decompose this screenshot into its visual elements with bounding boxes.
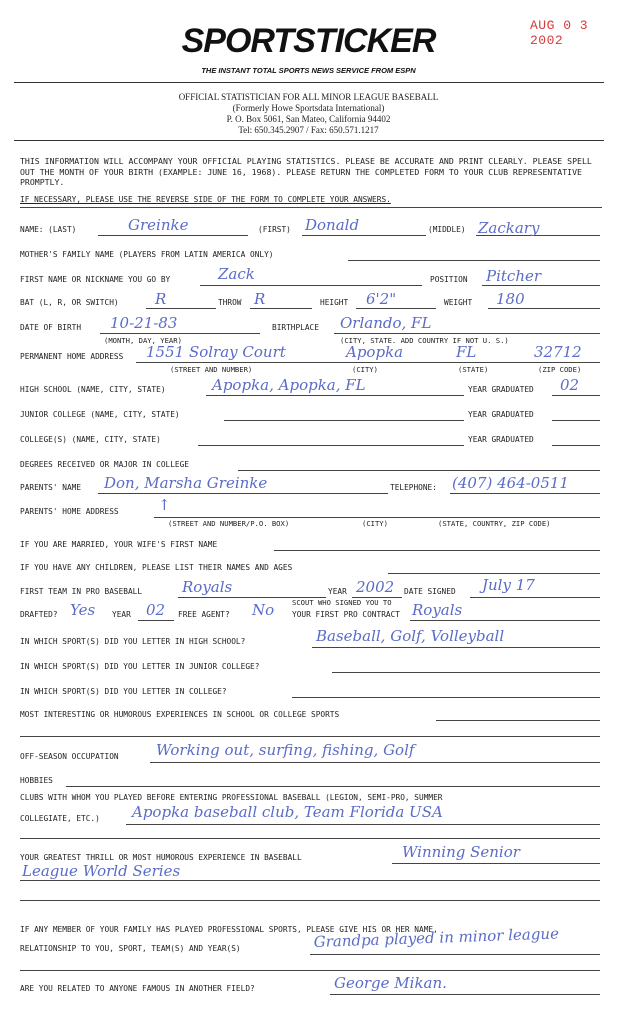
date-received-stamp: AUG 0 3 2002 (530, 18, 589, 48)
rule (198, 445, 464, 446)
header-line-3: P. O. Box 5061, San Mateo, California 94402 (226, 114, 391, 124)
family-value[interactable]: Grandpa played in minor league (313, 924, 560, 951)
famous-label: ARE YOU RELATED TO ANYONE FAMOUS IN ANOTHER FIELD? (20, 984, 255, 993)
letter-hs-label: IN WHICH SPORT(S) DID YOU LETTER IN HIGH SCHOOL? (20, 637, 246, 646)
zip-sublabel: (ZIP CODE) (538, 365, 582, 374)
rule (200, 285, 422, 286)
state-country-zip-sublabel: (STATE, COUNTRY, ZIP CODE) (438, 519, 551, 528)
year-value[interactable]: 2002 (356, 578, 395, 596)
weight-label: WEIGHT (444, 298, 473, 307)
first-team-label: FIRST TEAM IN PRO BASEBALL (20, 587, 143, 596)
mothers-name-label: MOTHER'S FAMILY NAME (PLAYERS FROM LATIN AMERICA ONLY) (20, 250, 274, 259)
clubs-label-line2: COLLEGIATE, ETC.) (20, 814, 100, 823)
rule (388, 573, 600, 574)
parents-address-same-mark: ↑ (158, 496, 171, 514)
rule (20, 900, 600, 901)
rule (206, 395, 464, 396)
header-divider (14, 82, 604, 83)
famous-value[interactable]: George Mikan. (334, 974, 447, 992)
bat-value[interactable]: R (155, 290, 167, 308)
interesting-label: MOST INTERESTING OR HUMOROUS EXPERIENCES IN SCHOOL OR COLLEGE SPORTS (20, 710, 340, 719)
junior-college-label: JUNIOR COLLEGE (NAME, CITY, STATE) (20, 410, 180, 419)
scout-value[interactable]: Royals (412, 601, 463, 619)
letter-college-label: IN WHICH SPORT(S) DID YOU LETTER IN COLLEGE? (20, 687, 227, 696)
rule (356, 308, 436, 309)
rule (436, 720, 600, 721)
rule (310, 954, 600, 955)
letter-jc-label: IN WHICH SPORT(S) DID YOU LETTER IN JUNIOR COLLEGE? (20, 662, 260, 671)
rule (136, 362, 600, 363)
street-po-sublabel: (STREET AND NUMBER/P.O. BOX) (168, 519, 290, 528)
position-label: POSITION (430, 275, 468, 284)
rule (20, 838, 600, 839)
rule (392, 863, 600, 864)
dob-label: DATE OF BIRTH (20, 323, 82, 332)
birthplace-sublabel: (CITY, STATE. ADD COUNTRY IF NOT U. S.) (340, 336, 509, 345)
rule (292, 697, 600, 698)
rule (98, 493, 388, 494)
clubs-value[interactable]: Apopka baseball club, Team Florida USA (132, 803, 443, 821)
first-team-value[interactable]: Royals (182, 578, 233, 596)
rule (552, 445, 600, 446)
state-sublabel: (STATE) (458, 365, 489, 374)
parents-name-value[interactable]: Don, Marsha Greinke (104, 474, 268, 492)
rule (126, 824, 600, 825)
rule (20, 880, 600, 881)
drafted-value[interactable]: Yes (70, 601, 96, 619)
drafted-label: DRAFTED? (20, 610, 58, 619)
date-signed-value[interactable]: July 17 (482, 576, 535, 594)
nickname-value[interactable]: Zack (218, 265, 255, 283)
intro-instructions: THIS INFORMATION WILL ACCOMPANY YOUR OFFICIAL PLAYING STATISTICS. PLEASE BE ACCURATE AND PRINT CLEARLY. PLEASE SPELL OUT THE MONTH OF YOUR BIRTH (EXAMPLE: JUNE 16, 1968). PLEASE RETURN THE COMPLETED FORM TO YOUR CLUB REPRESENTATIVE PROMPTLY. (20, 156, 592, 187)
rule (330, 994, 600, 995)
rule (138, 620, 174, 621)
first-name-label: (FIRST) (258, 225, 291, 234)
street-value[interactable]: 1551 Solray Court (146, 343, 286, 361)
telephone-value[interactable]: (407) 464-0511 (452, 474, 569, 492)
rule (238, 470, 600, 471)
rule (146, 308, 216, 309)
thrill-value-line2[interactable]: League World Series (22, 862, 181, 880)
letter-hs-value[interactable]: Baseball, Golf, Volleyball (316, 627, 505, 645)
dob-value[interactable]: 10-21-83 (110, 314, 178, 332)
rule (250, 308, 312, 309)
last-name-value[interactable]: Greinke (128, 216, 189, 234)
dob-sublabel: (MONTH, DAY, YEAR) (104, 336, 182, 345)
rule (312, 647, 600, 648)
middle-name-label: (MIDDLE) (428, 225, 466, 234)
header-line-1: OFFICIAL STATISTICIAN FOR ALL MINOR LEAGUE BASEBALL (178, 92, 439, 102)
college-year-graduated-label: YEAR GRADUATED (468, 435, 534, 444)
height-value[interactable]: 6'2" (366, 290, 397, 308)
throw-label: THROW (218, 298, 242, 307)
free-agent-label: FREE AGENT? (178, 610, 230, 619)
bat-label: BAT (L, R, OR SWITCH) (20, 298, 119, 307)
birthplace-label: BIRTHPLACE (272, 323, 319, 332)
rule (66, 786, 600, 787)
zip-value[interactable]: 32712 (534, 343, 582, 361)
rule (274, 550, 600, 551)
thrill-label: YOUR GREATEST THRILL OR MOST HUMOROUS EXPERIENCE IN BASEBALL (20, 853, 302, 862)
rule (410, 620, 600, 621)
off-season-value[interactable]: Working out, surfing, fishing, Golf (156, 741, 415, 759)
state-value[interactable]: FL (456, 343, 477, 361)
college-label: COLLEGE(S) (NAME, CITY, STATE) (20, 435, 161, 444)
free-agent-value[interactable]: No (252, 601, 275, 619)
logo-tagline: THE INSTANT TOTAL SPORTS NEWS SERVICE FROM ESPN (201, 66, 416, 75)
rule (20, 970, 600, 971)
rule (348, 260, 600, 261)
rule (552, 395, 600, 396)
rule (552, 420, 600, 421)
first-name-value[interactable]: Donald (305, 216, 360, 234)
header-line-4: Tel: 650.345.2907 / Fax: 650.571.1217 (238, 125, 379, 135)
rule (332, 672, 600, 673)
rule (470, 597, 600, 598)
scout-label-line2: YOUR FIRST PRO CONTRACT (292, 610, 400, 619)
throw-value[interactable]: R (254, 290, 266, 308)
weight-value[interactable]: 180 (496, 290, 525, 308)
hobbies-label: HOBBIES (20, 776, 53, 785)
parents-name-label: PARENTS' NAME (20, 483, 82, 492)
date-signed-label: DATE SIGNED (404, 587, 456, 596)
rule (334, 333, 600, 334)
high-school-value[interactable]: Apopka, Apopka, FL (212, 376, 366, 394)
rule (224, 420, 464, 421)
city-sublabel-2: (CITY) (362, 519, 388, 528)
position-value[interactable]: Pitcher (486, 267, 542, 285)
draft-year-label: YEAR (112, 610, 131, 619)
clubs-label-line1: CLUBS WITH WHOM YOU PLAYED BEFORE ENTERING PROFESSIONAL BASEBALL (LEGION, SEMI-PRO, SUMMER (20, 793, 443, 802)
parents-address-label: PARENTS' HOME ADDRESS (20, 507, 119, 516)
degrees-label: DEGREES RECEIVED OR MAJOR IN COLLEGE (20, 460, 189, 469)
sportsticker-logo: SPORTSTICKER (181, 22, 436, 60)
height-label: HEIGHT (320, 298, 349, 307)
family-label-line1: IF ANY MEMBER OF YOUR FAMILY HAS PLAYED PROFESSIONAL SPORTS, PLEASE GIVE HIS OR HER NAME, (20, 925, 438, 934)
rule (100, 333, 260, 334)
home-address-label: PERMANENT HOME ADDRESS (20, 352, 124, 361)
rule (20, 736, 600, 737)
reverse-side-note: IF NECESSARY, PLEASE USE THE REVERSE SIDE OF THE FORM TO COMPLETE YOUR ANSWERS. (20, 195, 391, 204)
rule (150, 762, 600, 763)
header-line-2: (Formerly Howe Sportsdata International) (232, 103, 385, 113)
children-label: IF YOU HAVE ANY CHILDREN, PLEASE LIST THEIR NAMES AND AGES (20, 563, 293, 572)
rule (488, 308, 600, 309)
street-sublabel: (STREET AND NUMBER) (170, 365, 253, 374)
nickname-label: FIRST NAME OR NICKNAME YOU GO BY (20, 275, 171, 284)
birthplace-value[interactable]: Orlando, FL (340, 314, 432, 332)
draft-year-value[interactable]: 02 (146, 601, 166, 619)
hs-year-value[interactable]: 02 (560, 376, 580, 394)
city-value[interactable]: Apopka (346, 343, 404, 361)
jc-year-graduated-label: YEAR GRADUATED (468, 410, 534, 419)
thrill-value-line1[interactable]: Winning Senior (402, 843, 520, 861)
rule (482, 285, 600, 286)
married-label: IF YOU ARE MARRIED, YOUR WIFE'S FIRST NAME (20, 540, 218, 549)
scout-label-line1: SCOUT WHO SIGNED YOU TO (292, 598, 392, 607)
rule (20, 207, 602, 208)
family-label-line2: RELATIONSHIP TO YOU, SPORT, TEAM(S) AND YEAR(S) (20, 944, 241, 953)
middle-name-value[interactable]: Zackary (478, 219, 540, 237)
rule (450, 493, 600, 494)
rule (98, 235, 248, 236)
name-last-label: NAME: (LAST) (20, 225, 77, 234)
off-season-label: OFF-SEASON OCCUPATION (20, 752, 119, 761)
year-label: YEAR (328, 587, 347, 596)
rule (154, 517, 600, 518)
rule (302, 235, 426, 236)
telephone-label: TELEPHONE: (390, 483, 437, 492)
header-divider-2 (14, 140, 604, 141)
city-sublabel: (CITY) (352, 365, 378, 374)
hs-year-graduated-label: YEAR GRADUATED (468, 385, 534, 394)
high-school-label: HIGH SCHOOL (NAME, CITY, STATE) (20, 385, 166, 394)
